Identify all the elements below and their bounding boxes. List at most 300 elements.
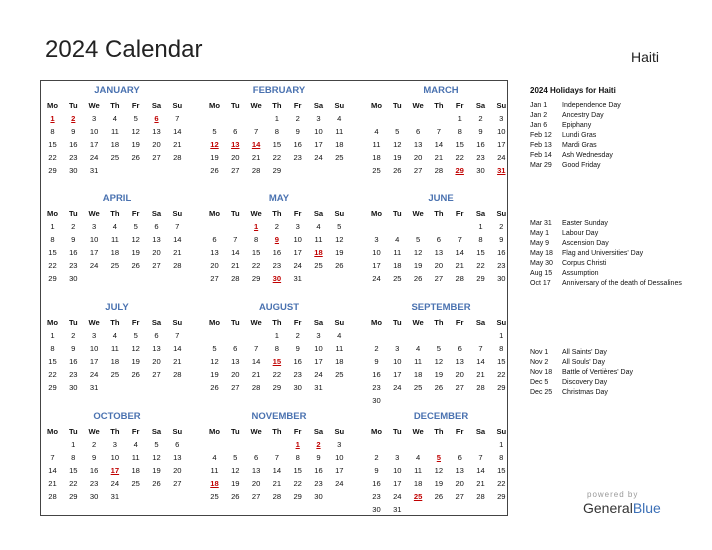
day-cell[interactable]: 14	[173, 127, 182, 136]
day-cell[interactable]: 1	[274, 331, 279, 340]
day-cell[interactable]: 14	[476, 466, 485, 475]
day-cell[interactable]: 25	[210, 492, 219, 501]
day-cell[interactable]: 7	[478, 453, 483, 462]
brand-logo[interactable]	[583, 500, 661, 516]
day-cell[interactable]: 10	[393, 357, 402, 366]
day-cell[interactable]: 11	[110, 235, 119, 244]
day-cell[interactable]: 1	[71, 440, 76, 449]
day-cell[interactable]: 2	[374, 453, 379, 462]
day-cell[interactable]: 5	[133, 114, 138, 123]
day-cell[interactable]: 20	[455, 479, 464, 488]
day-cell[interactable]: 13	[434, 248, 444, 257]
day-cell[interactable]: 16	[293, 140, 302, 149]
day-cell[interactable]: 19	[231, 479, 240, 488]
day-cell[interactable]: 31	[89, 166, 99, 175]
day-cell[interactable]: 28	[476, 383, 485, 392]
day-cell[interactable]: 13	[455, 357, 464, 366]
day-cell[interactable]: 17	[393, 479, 402, 488]
day-cell[interactable]: 17	[335, 466, 344, 475]
day-cell[interactable]: 10	[89, 127, 99, 136]
day-cell[interactable]: 14	[173, 235, 182, 244]
day-cell[interactable]: 20	[231, 370, 240, 379]
day-cell[interactable]: 24	[335, 479, 344, 488]
day-cell[interactable]: 17	[89, 140, 99, 149]
holiday-date[interactable]: 30	[272, 274, 282, 283]
day-cell[interactable]: 29	[48, 274, 57, 283]
day-cell[interactable]: 11	[372, 140, 381, 149]
day-cell[interactable]: 13	[173, 453, 182, 462]
day-cell[interactable]: 5	[212, 127, 217, 136]
day-cell[interactable]: 7	[253, 344, 259, 353]
day-cell[interactable]: 5	[337, 222, 342, 231]
day-cell[interactable]: 4	[337, 114, 342, 123]
day-cell[interactable]: 29	[497, 383, 506, 392]
day-cell[interactable]: 10	[293, 235, 302, 244]
day-cell[interactable]: 20	[251, 479, 261, 488]
day-cell[interactable]: 1	[50, 331, 55, 340]
day-cell[interactable]: 25	[413, 383, 423, 392]
day-cell[interactable]: 7	[253, 127, 259, 136]
day-cell[interactable]: 26	[210, 383, 219, 392]
day-cell[interactable]: 12	[131, 127, 140, 136]
day-cell[interactable]: 17	[393, 370, 402, 379]
day-cell[interactable]: 15	[455, 140, 464, 149]
day-cell[interactable]: 27	[434, 274, 444, 283]
day-cell[interactable]: 4	[316, 222, 321, 231]
day-cell[interactable]: 19	[434, 370, 444, 379]
day-cell[interactable]: 3	[374, 235, 379, 244]
day-cell[interactable]: 31	[110, 492, 120, 501]
day-cell[interactable]: 28	[455, 274, 464, 283]
day-cell[interactable]: 1	[499, 440, 504, 449]
day-cell[interactable]: 21	[455, 261, 464, 270]
day-cell[interactable]: 14	[476, 357, 485, 366]
day-cell[interactable]: 3	[112, 440, 117, 449]
day-cell[interactable]: 16	[497, 248, 506, 257]
day-cell[interactable]: 26	[131, 261, 140, 270]
holiday-date[interactable]: 25	[413, 492, 423, 501]
day-cell[interactable]: 17	[372, 261, 381, 270]
day-cell[interactable]: 29	[272, 383, 282, 392]
day-cell[interactable]: 23	[272, 261, 282, 270]
day-cell[interactable]: 10	[314, 127, 323, 136]
day-cell[interactable]: 7	[274, 453, 279, 462]
day-cell[interactable]: 23	[372, 492, 381, 501]
day-cell[interactable]: 2	[91, 440, 97, 449]
day-cell[interactable]: 12	[131, 344, 140, 353]
day-cell[interactable]: 22	[272, 370, 282, 379]
day-cell[interactable]: 30	[372, 505, 381, 514]
day-cell[interactable]: 28	[251, 166, 261, 175]
day-cell[interactable]: 12	[231, 466, 240, 475]
day-cell[interactable]: 8	[274, 344, 279, 353]
day-cell[interactable]: 7	[175, 222, 180, 231]
day-cell[interactable]: 24	[372, 274, 381, 283]
day-cell[interactable]: 22	[48, 370, 57, 379]
day-cell[interactable]: 9	[71, 235, 76, 244]
day-cell[interactable]: 25	[335, 153, 344, 162]
day-cell[interactable]: 15	[272, 140, 282, 149]
day-cell[interactable]: 15	[69, 466, 78, 475]
day-cell[interactable]: 22	[476, 261, 485, 270]
day-cell[interactable]: 26	[131, 153, 140, 162]
day-cell[interactable]: 30	[497, 274, 506, 283]
holiday-date[interactable]: 15	[272, 357, 282, 366]
day-cell[interactable]: 20	[231, 153, 240, 162]
day-cell[interactable]: 22	[48, 153, 57, 162]
day-cell[interactable]: 31	[293, 274, 302, 283]
day-cell[interactable]: 29	[476, 274, 485, 283]
day-cell[interactable]: 15	[476, 248, 485, 257]
day-cell[interactable]: 17	[89, 248, 99, 257]
day-cell[interactable]: 3	[91, 222, 97, 231]
day-cell[interactable]: 19	[131, 357, 140, 366]
day-cell[interactable]: 27	[152, 261, 161, 270]
day-cell[interactable]: 8	[457, 127, 462, 136]
day-cell[interactable]: 19	[131, 248, 140, 257]
day-cell[interactable]: 10	[393, 466, 402, 475]
day-cell[interactable]: 8	[478, 235, 483, 244]
day-cell[interactable]: 20	[152, 357, 161, 366]
day-cell[interactable]: 21	[173, 357, 182, 366]
day-cell[interactable]: 24	[497, 153, 506, 162]
day-cell[interactable]: 27	[173, 479, 182, 488]
day-cell[interactable]: 11	[414, 466, 423, 475]
day-cell[interactable]: 13	[152, 127, 161, 136]
holiday-date[interactable]: 5	[436, 453, 441, 462]
day-cell[interactable]: 27	[455, 383, 464, 392]
day-cell[interactable]: 25	[372, 166, 381, 175]
day-cell[interactable]: 16	[69, 248, 78, 257]
day-cell[interactable]: 2	[295, 331, 300, 340]
day-cell[interactable]: 28	[173, 153, 182, 162]
day-cell[interactable]: 15	[48, 140, 57, 149]
day-cell[interactable]: 7	[175, 114, 180, 123]
day-cell[interactable]: 2	[274, 222, 279, 231]
day-cell[interactable]: 29	[69, 492, 78, 501]
day-cell[interactable]: 3	[395, 344, 400, 353]
day-cell[interactable]: 13	[413, 140, 423, 149]
day-cell[interactable]: 6	[457, 453, 462, 462]
day-cell[interactable]: 6	[457, 344, 462, 353]
day-cell[interactable]: 26	[231, 492, 240, 501]
day-cell[interactable]: 23	[69, 153, 78, 162]
day-cell[interactable]: 7	[50, 453, 55, 462]
day-cell[interactable]: 25	[335, 370, 344, 379]
day-cell[interactable]: 24	[293, 261, 302, 270]
day-cell[interactable]: 19	[152, 466, 161, 475]
day-cell[interactable]: 7	[457, 235, 462, 244]
holiday-date[interactable]: 1	[253, 222, 259, 231]
day-cell[interactable]: 22	[293, 479, 302, 488]
day-cell[interactable]: 28	[48, 492, 57, 501]
day-cell[interactable]: 10	[335, 453, 344, 462]
day-cell[interactable]: 18	[393, 261, 402, 270]
day-cell[interactable]: 2	[478, 114, 483, 123]
day-cell[interactable]: 23	[69, 370, 78, 379]
day-cell[interactable]: 5	[233, 453, 238, 462]
day-cell[interactable]: 24	[110, 479, 120, 488]
holiday-date[interactable]: 29	[455, 166, 464, 175]
day-cell[interactable]: 6	[175, 440, 180, 449]
day-cell[interactable]: 4	[112, 222, 117, 231]
day-cell[interactable]: 13	[455, 466, 464, 475]
day-cell[interactable]: 22	[455, 153, 464, 162]
day-cell[interactable]: 16	[372, 479, 381, 488]
day-cell[interactable]: 5	[212, 344, 217, 353]
holiday-date[interactable]: 17	[110, 466, 120, 475]
day-cell[interactable]: 30	[476, 166, 485, 175]
day-cell[interactable]: 22	[497, 479, 506, 488]
day-cell[interactable]: 4	[112, 114, 117, 123]
day-cell[interactable]: 18	[110, 140, 120, 149]
day-cell[interactable]: 21	[173, 140, 182, 149]
day-cell[interactable]: 29	[48, 166, 57, 175]
day-cell[interactable]: 9	[478, 127, 483, 136]
day-cell[interactable]: 18	[110, 248, 120, 257]
day-cell[interactable]: 30	[314, 492, 323, 501]
day-cell[interactable]: 1	[50, 222, 55, 231]
day-cell[interactable]: 27	[152, 370, 161, 379]
day-cell[interactable]: 10	[89, 235, 99, 244]
day-cell[interactable]: 18	[131, 466, 140, 475]
day-cell[interactable]: 30	[372, 396, 381, 405]
day-cell[interactable]: 15	[497, 357, 506, 366]
day-cell[interactable]: 21	[434, 153, 444, 162]
day-cell[interactable]: 9	[295, 344, 300, 353]
day-cell[interactable]: 18	[413, 479, 423, 488]
day-cell[interactable]: 10	[110, 453, 120, 462]
day-cell[interactable]: 10	[497, 127, 506, 136]
day-cell[interactable]: 30	[69, 274, 78, 283]
day-cell[interactable]: 24	[89, 370, 99, 379]
day-cell[interactable]: 3	[295, 222, 300, 231]
day-cell[interactable]: 28	[251, 383, 261, 392]
day-cell[interactable]: 16	[272, 248, 282, 257]
day-cell[interactable]: 25	[393, 274, 402, 283]
day-cell[interactable]: 4	[337, 331, 342, 340]
day-cell[interactable]: 12	[434, 357, 444, 366]
day-cell[interactable]: 22	[251, 261, 261, 270]
day-cell[interactable]: 11	[210, 466, 219, 475]
day-cell[interactable]: 6	[154, 331, 159, 340]
day-cell[interactable]: 20	[413, 153, 423, 162]
day-cell[interactable]: 24	[89, 153, 99, 162]
day-cell[interactable]: 26	[393, 166, 402, 175]
day-cell[interactable]: 14	[455, 248, 464, 257]
day-cell[interactable]: 27	[413, 166, 423, 175]
day-cell[interactable]: 13	[231, 357, 240, 366]
day-cell[interactable]: 16	[89, 466, 99, 475]
day-cell[interactable]: 7	[233, 235, 238, 244]
day-cell[interactable]: 14	[251, 357, 261, 366]
day-cell[interactable]: 20	[455, 370, 464, 379]
day-cell[interactable]: 6	[436, 235, 441, 244]
day-cell[interactable]: 11	[393, 248, 402, 257]
day-cell[interactable]: 28	[173, 370, 182, 379]
day-cell[interactable]: 11	[414, 357, 423, 366]
day-cell[interactable]: 12	[413, 248, 423, 257]
day-cell[interactable]: 2	[499, 222, 504, 231]
day-cell[interactable]: 14	[231, 248, 240, 257]
day-cell[interactable]: 19	[413, 261, 423, 270]
day-cell[interactable]: 2	[295, 114, 300, 123]
day-cell[interactable]: 20	[173, 466, 182, 475]
day-cell[interactable]: 19	[434, 479, 444, 488]
holiday-date[interactable]: 6	[154, 114, 159, 123]
day-cell[interactable]: 28	[434, 166, 444, 175]
day-cell[interactable]: 16	[372, 370, 381, 379]
day-cell[interactable]: 4	[212, 453, 217, 462]
day-cell[interactable]: 17	[293, 248, 302, 257]
day-cell[interactable]: 3	[316, 114, 321, 123]
day-cell[interactable]: 5	[133, 222, 138, 231]
day-cell[interactable]: 12	[152, 453, 161, 462]
day-cell[interactable]: 27	[455, 492, 464, 501]
day-cell[interactable]: 28	[231, 274, 240, 283]
day-cell[interactable]: 26	[434, 492, 444, 501]
day-cell[interactable]: 4	[395, 235, 400, 244]
day-cell[interactable]: 18	[335, 140, 344, 149]
day-cell[interactable]: 4	[415, 344, 421, 353]
day-cell[interactable]: 23	[293, 370, 302, 379]
day-cell[interactable]: 24	[89, 261, 99, 270]
day-cell[interactable]: 24	[314, 153, 323, 162]
holiday-date[interactable]: 18	[314, 248, 323, 257]
day-cell[interactable]: 26	[210, 166, 219, 175]
holiday-date[interactable]: 2	[316, 440, 321, 449]
day-cell[interactable]: 16	[476, 140, 485, 149]
day-cell[interactable]: 24	[393, 383, 402, 392]
day-cell[interactable]: 8	[71, 453, 76, 462]
day-cell[interactable]: 29	[48, 383, 57, 392]
day-cell[interactable]: 17	[497, 140, 506, 149]
day-cell[interactable]: 25	[110, 153, 120, 162]
day-cell[interactable]: 15	[48, 357, 57, 366]
day-cell[interactable]: 23	[69, 261, 78, 270]
holiday-date[interactable]: 18	[210, 479, 219, 488]
day-cell[interactable]: 29	[497, 492, 506, 501]
day-cell[interactable]: 25	[110, 261, 120, 270]
day-cell[interactable]: 4	[374, 127, 379, 136]
day-cell[interactable]: 26	[152, 479, 161, 488]
day-cell[interactable]: 14	[173, 344, 182, 353]
day-cell[interactable]: 9	[71, 127, 76, 136]
day-cell[interactable]: 8	[50, 344, 55, 353]
day-cell[interactable]: 11	[314, 235, 323, 244]
day-cell[interactable]: 24	[314, 370, 323, 379]
day-cell[interactable]: 9	[295, 127, 300, 136]
day-cell[interactable]: 25	[314, 261, 323, 270]
day-cell[interactable]: 6	[154, 222, 159, 231]
day-cell[interactable]: 12	[434, 466, 444, 475]
day-cell[interactable]: 13	[152, 344, 161, 353]
day-cell[interactable]: 20	[210, 261, 219, 270]
day-cell[interactable]: 27	[231, 166, 240, 175]
day-cell[interactable]: 29	[293, 492, 302, 501]
day-cell[interactable]: 12	[131, 235, 140, 244]
day-cell[interactable]: 5	[415, 235, 421, 244]
day-cell[interactable]: 3	[499, 114, 504, 123]
day-cell[interactable]: 29	[251, 274, 261, 283]
day-cell[interactable]: 15	[251, 248, 261, 257]
day-cell[interactable]: 22	[48, 261, 57, 270]
day-cell[interactable]: 26	[413, 274, 423, 283]
holiday-date[interactable]: 13	[231, 140, 240, 149]
day-cell[interactable]: 27	[231, 383, 240, 392]
day-cell[interactable]: 2	[71, 222, 76, 231]
day-cell[interactable]: 14	[272, 466, 282, 475]
day-cell[interactable]: 8	[50, 127, 55, 136]
day-cell[interactable]: 21	[48, 479, 57, 488]
day-cell[interactable]: 11	[335, 344, 344, 353]
day-cell[interactable]: 7	[175, 331, 180, 340]
day-cell[interactable]: 16	[314, 466, 323, 475]
day-cell[interactable]: 29	[272, 166, 282, 175]
day-cell[interactable]: 10	[314, 344, 323, 353]
day-cell[interactable]: 17	[314, 357, 323, 366]
day-cell[interactable]: 8	[499, 453, 504, 462]
day-cell[interactable]: 16	[293, 357, 302, 366]
day-cell[interactable]: 30	[89, 492, 99, 501]
day-cell[interactable]: 21	[251, 370, 261, 379]
day-cell[interactable]: 3	[91, 331, 97, 340]
day-cell[interactable]: 21	[272, 479, 282, 488]
day-cell[interactable]: 7	[478, 344, 483, 353]
day-cell[interactable]: 5	[133, 331, 138, 340]
day-cell[interactable]: 21	[251, 153, 261, 162]
holiday-date[interactable]: 1	[50, 114, 55, 123]
day-cell[interactable]: 5	[395, 127, 400, 136]
day-cell[interactable]: 19	[210, 370, 219, 379]
day-cell[interactable]: 15	[293, 466, 302, 475]
day-cell[interactable]: 23	[293, 153, 302, 162]
day-cell[interactable]: 9	[374, 357, 379, 366]
day-cell[interactable]: 15	[497, 466, 506, 475]
day-cell[interactable]: 30	[69, 383, 78, 392]
day-cell[interactable]: 6	[212, 235, 217, 244]
day-cell[interactable]: 13	[210, 248, 219, 257]
day-cell[interactable]: 4	[415, 453, 421, 462]
day-cell[interactable]: 1	[274, 114, 279, 123]
day-cell[interactable]: 4	[112, 331, 117, 340]
day-cell[interactable]: 17	[314, 140, 323, 149]
day-cell[interactable]: 8	[50, 235, 55, 244]
day-cell[interactable]: 20	[152, 248, 161, 257]
day-cell[interactable]: 12	[335, 235, 344, 244]
day-cell[interactable]: 20	[152, 140, 161, 149]
day-cell[interactable]: 31	[314, 383, 323, 392]
day-cell[interactable]: 25	[110, 370, 120, 379]
day-cell[interactable]: 1	[457, 114, 462, 123]
day-cell[interactable]: 6	[233, 344, 238, 353]
day-cell[interactable]: 21	[476, 479, 485, 488]
day-cell[interactable]: 25	[131, 479, 140, 488]
day-cell[interactable]: 21	[476, 370, 485, 379]
day-cell[interactable]: 3	[395, 453, 400, 462]
day-cell[interactable]: 20	[434, 261, 444, 270]
day-cell[interactable]: 27	[210, 274, 219, 283]
day-cell[interactable]: 28	[272, 492, 282, 501]
day-cell[interactable]: 11	[110, 344, 119, 353]
day-cell[interactable]: 16	[69, 140, 78, 149]
day-cell[interactable]: 19	[210, 153, 219, 162]
day-cell[interactable]: 15	[48, 248, 57, 257]
day-cell[interactable]: 8	[295, 453, 300, 462]
day-cell[interactable]: 11	[335, 127, 344, 136]
day-cell[interactable]: 5	[154, 440, 159, 449]
day-cell[interactable]: 9	[316, 453, 321, 462]
